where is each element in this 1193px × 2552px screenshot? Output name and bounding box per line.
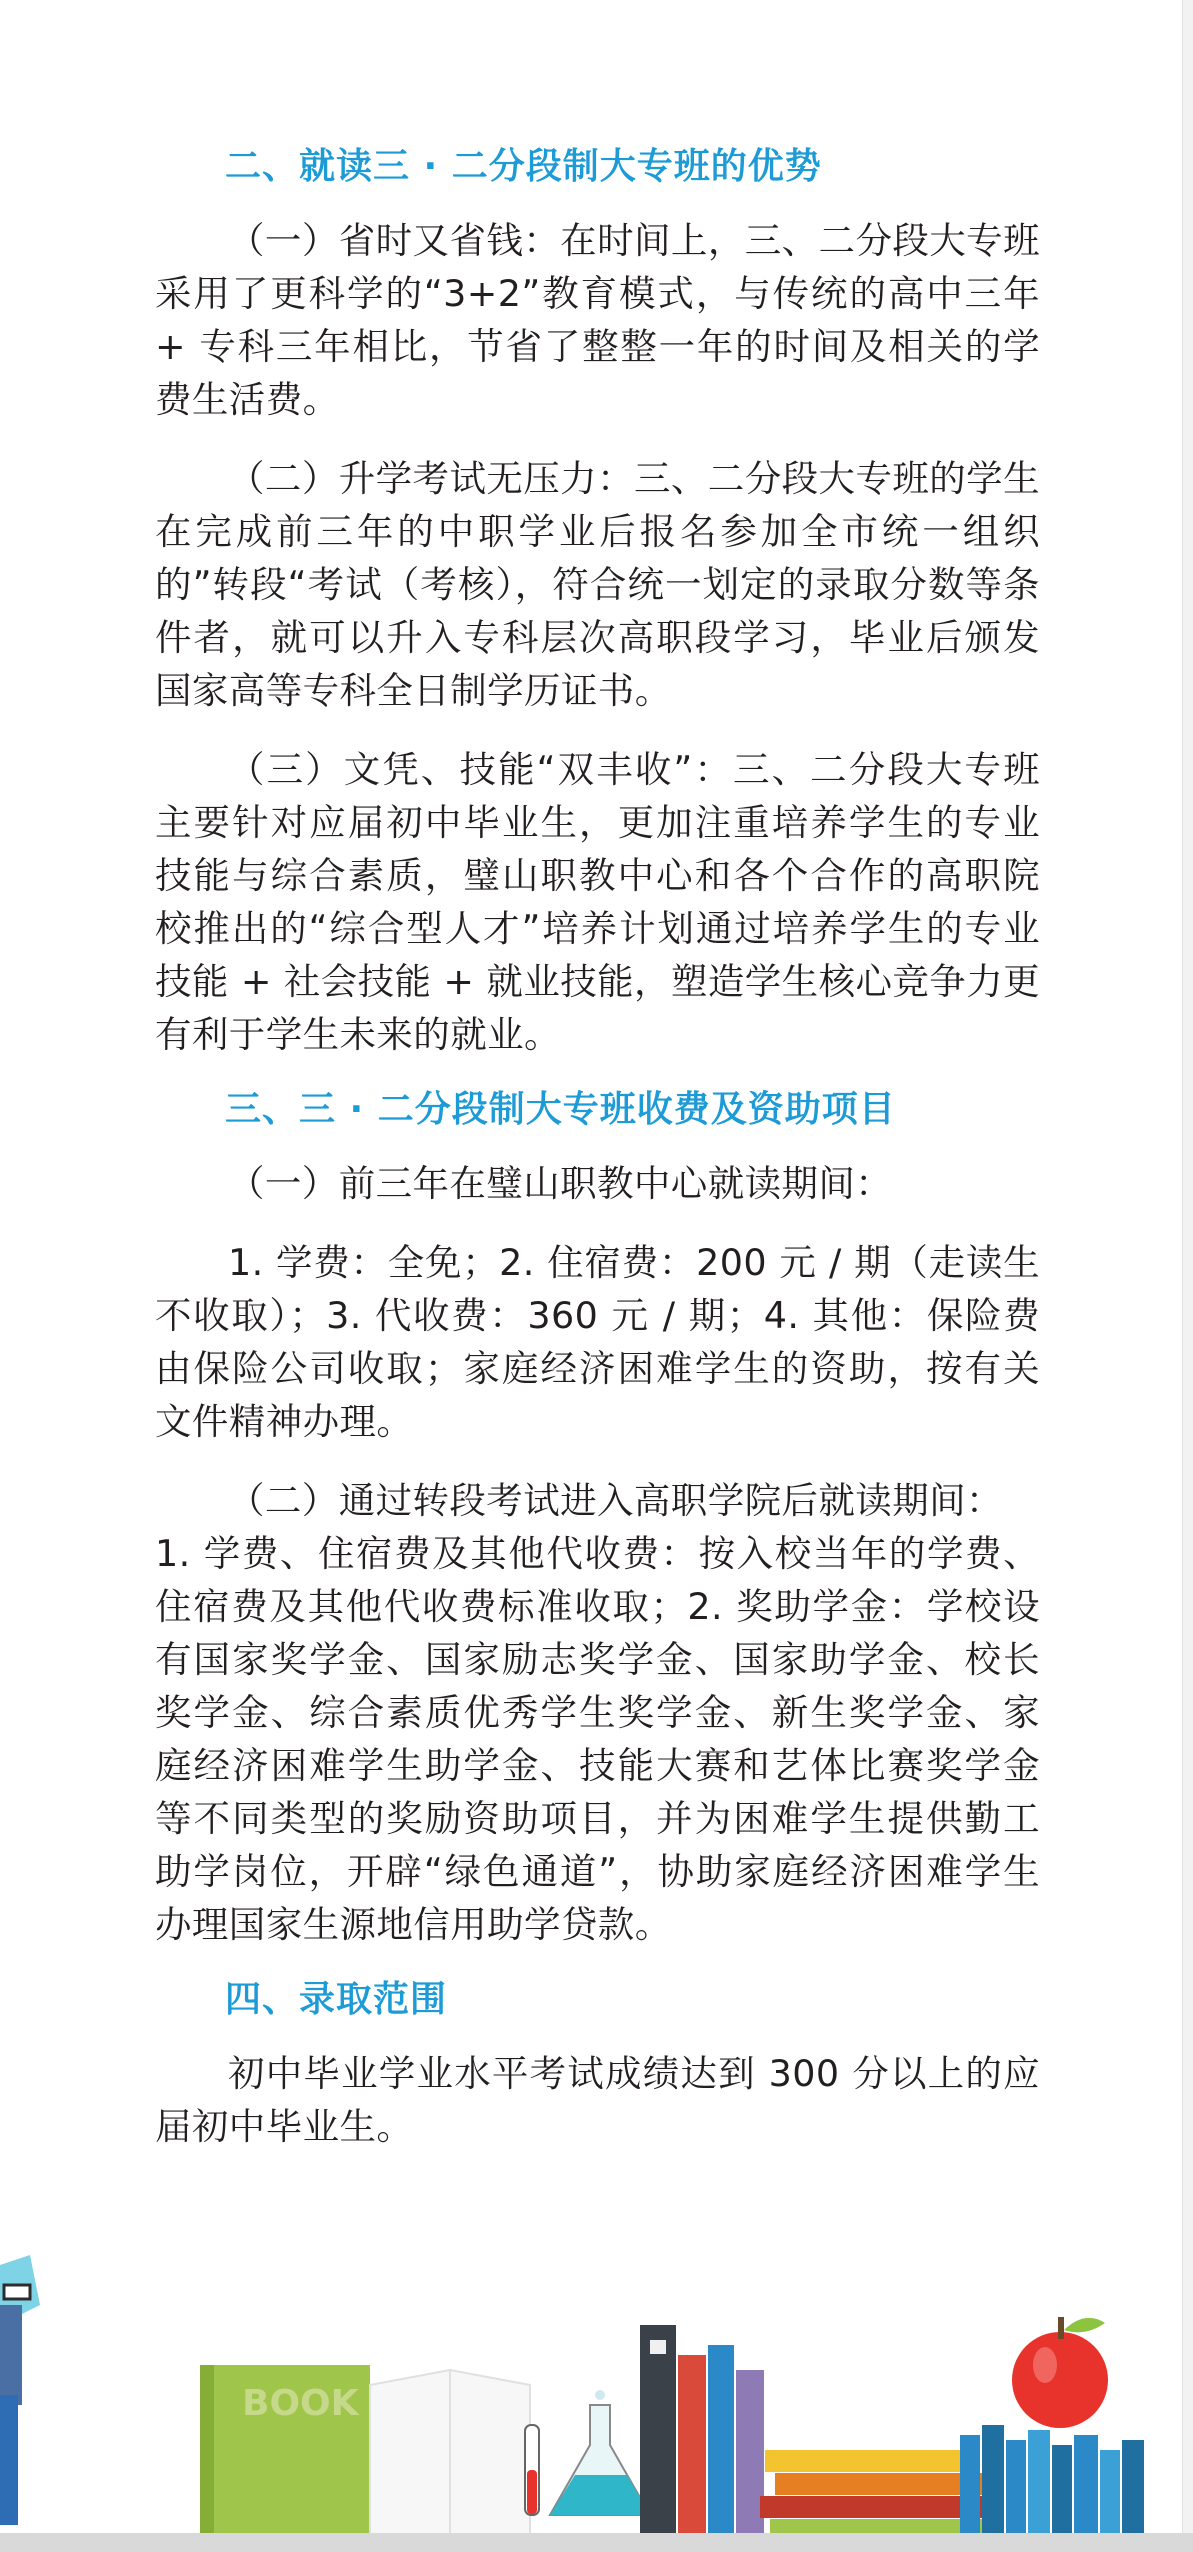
book-label: BOOK [242,2383,359,2424]
paragraph-save-time-money: （一）省时又省钱：在时间上，三、二分段大专班采用了更科学的“3+2”教育模式，与传统的高中三年 + 专科三年相比，节省了整整一年的时间及相关的学费生活费。 [155,219,1040,421]
section-heading-fees-aid: 三、三 · 二分段制大专班收费及资助项目 [225,1089,896,1130]
paragraph-after-transfer: （二）通过转段考试进入高职学院后就读期间： [228,1479,1003,1522]
page-edge [1182,0,1193,2552]
notebook-icon [370,2370,530,2535]
book-stack-icon [760,2425,1144,2535]
section-heading-advantages: 二、就读三 · 二分段制大专班的优势 [225,146,822,187]
article-body [155,140,1040,2179]
paragraph-double-harvest: （三）文凭、技能“双丰收”：三、二分段大专班主要针对应届初中毕业生，更加注重培养学生的专业技能与综合素质，璧山职教中心和各个合作的高职院校推出的“综合型人才”培养计划通过培养学生的专业技能 + 社会技能 + 就业技能，塑造学生核心竞争力更有利于学生未来的就业。 [155,748,1040,1056]
books-illustration [0,2245,1193,2552]
paragraph-admission-scope: 初中毕业学业水平考试成绩达到 300 分以上的应届初中毕业生。 [155,2052,1040,2148]
apple-icon [1012,2317,1108,2428]
section-heading-admission-scope: 四、录取范围 [225,1979,448,2020]
character-partial-icon [0,2255,40,2525]
paragraph-after-transfer-fees: 1. 学费、住宿费及其他代收费：按入校当年的学费、住宿费及其他代收费标准收取；2. 奖助学金：学校设有国家奖学金、国家励志奖学金、国家助学金、校长奖学金、综合素质优秀学生奖学金、新生奖学金、家庭经济困难学生助学金、技能大赛和艺体比赛奖学金等不同类型的奖励资助项目，并为困难学生提供勤工助学岗位，开辟“绿色通道”，协助家庭经济困难学生办理国家生源地信用助学贷款。 [155,1532,1040,1946]
paragraph-first-three-years: （一）前三年在璧山职教中心就读期间： [228,1162,893,1205]
paragraph-first-three-years-fees: 1. 学费：全免；2. 住宿费：200 元 / 期（走读生不收取）；3. 代收费：360 元 / 期；4. 其他：保险费由保险公司收取；家庭经济困难学生的资助，按有关文件精神办理。 [155,1241,1040,1443]
flask-icon [525,2390,650,2515]
standing-books-icon [640,2325,764,2535]
shelf-icon [0,2533,1193,2552]
green-book-icon [200,2365,370,2535]
paragraph-no-pressure-exam: （二）升学考试无压力：三、二分段大专班的学生在完成前三年的中职学业后报名参加全市统一组织的”转段“考试（考核），符合统一划定的录取分数等条件者，就可以升入专科层次高职段学习，毕业后颁发国家高等专科全日制学历证书。 [155,457,1040,712]
